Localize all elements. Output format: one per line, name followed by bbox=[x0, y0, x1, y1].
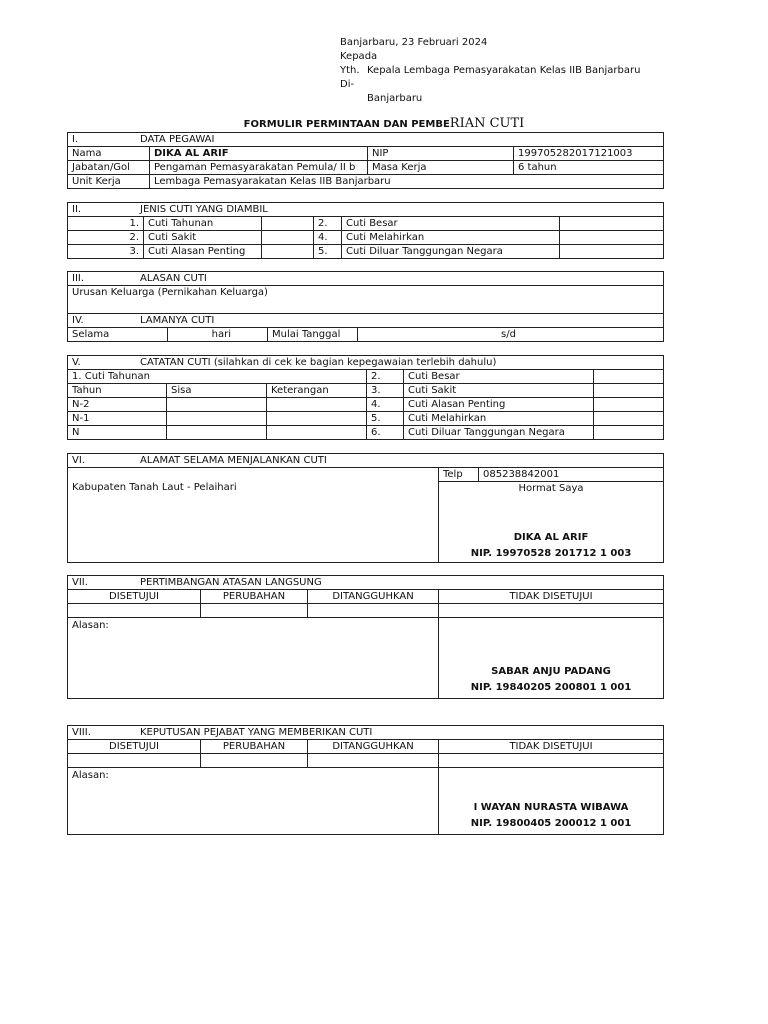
decision-cell[interactable] bbox=[439, 754, 664, 768]
keterangan-cell[interactable] bbox=[267, 398, 367, 412]
signature-block bbox=[439, 768, 664, 835]
cuti-tahunan-label: 1. Cuti Tahunan bbox=[68, 370, 367, 384]
item-number: 5. bbox=[367, 412, 404, 426]
row-year: N bbox=[68, 426, 167, 440]
signer-name: SABAR ANJU PADANG bbox=[491, 666, 611, 677]
city: Banjarbaru bbox=[367, 93, 423, 104]
decision-cell[interactable] bbox=[439, 604, 664, 618]
alasan-field[interactable]: Alasan: bbox=[68, 618, 439, 699]
nama-label: Nama bbox=[68, 147, 150, 161]
sd-label: s/d bbox=[358, 328, 664, 342]
col-tidak-disetujui: TIDAK DISETUJUI bbox=[439, 740, 664, 754]
signer-name: DIKA AL ARIF bbox=[513, 532, 589, 543]
item-number: 5. bbox=[314, 245, 342, 259]
signer-nip: NIP. 19970528 201712 1 003 bbox=[470, 548, 632, 559]
col-tidak-disetujui: TIDAK DISETUJUI bbox=[439, 590, 664, 604]
section-data-pegawai bbox=[67, 132, 664, 189]
item-number: 2. bbox=[68, 231, 144, 245]
section-heading: I. DATA PEGAWAI bbox=[68, 133, 664, 147]
note-cell[interactable] bbox=[594, 412, 664, 426]
telp-value: 085238842001 bbox=[479, 468, 664, 482]
col-sisa: Sisa bbox=[167, 384, 267, 398]
section-heading: II. JENIS CUTI YANG DIAMBIL bbox=[68, 203, 664, 217]
item-number: 3. bbox=[367, 384, 404, 398]
signature-block bbox=[439, 618, 664, 699]
item-number: 4. bbox=[314, 231, 342, 245]
checkbox-cell[interactable] bbox=[560, 245, 664, 259]
section-jenis-cuti bbox=[67, 202, 664, 259]
kepada: Kepada bbox=[340, 51, 378, 62]
section-heading-lamanya: IV. LAMANYA CUTI bbox=[68, 314, 664, 328]
checkbox-cell[interactable] bbox=[560, 217, 664, 231]
checkbox-cell[interactable] bbox=[262, 245, 314, 259]
yth-label: Yth. bbox=[340, 65, 360, 76]
item-number: 3. bbox=[68, 245, 144, 259]
col-tahun: Tahun bbox=[68, 384, 167, 398]
decision-cell[interactable] bbox=[308, 754, 439, 768]
note-cuti-sakit: Cuti Sakit bbox=[404, 384, 594, 398]
hari-label: hari bbox=[168, 328, 268, 342]
section-keputusan-pejabat bbox=[67, 725, 664, 835]
col-disetujui: DISETUJUI bbox=[68, 590, 201, 604]
leave-type-besar: Cuti Besar bbox=[342, 217, 560, 231]
section-alasan-lamanya bbox=[67, 271, 664, 342]
selama-label: Selama bbox=[68, 328, 168, 342]
section-pertimbangan-atasan bbox=[67, 575, 664, 699]
section-heading: VIII. KEPUTUSAN PEJABAT YANG MEMBERIKAN CUTI bbox=[68, 726, 664, 740]
note-cell[interactable] bbox=[594, 370, 664, 384]
form-title bbox=[0, 116, 768, 131]
di-label: Di- bbox=[340, 79, 355, 90]
decision-cell[interactable] bbox=[201, 604, 308, 618]
leave-type-sakit: Cuti Sakit bbox=[144, 231, 262, 245]
checkbox-cell[interactable] bbox=[262, 217, 314, 231]
signature-block bbox=[439, 482, 664, 563]
note-cuti-melahirkan: Cuti Melahirkan bbox=[404, 412, 594, 426]
col-ditangguhkan: DITANGGUHKAN bbox=[308, 740, 439, 754]
col-keterangan: Keterangan bbox=[267, 384, 367, 398]
leave-type-diluar-tanggungan: Cuti Diluar Tanggungan Negara bbox=[342, 245, 560, 259]
yth-text: Kepala Lembaga Pemasyarakatan Kelas IIB Banjarbaru bbox=[367, 65, 641, 76]
note-cuti-alasan-penting: Cuti Alasan Penting bbox=[404, 398, 594, 412]
note-cell[interactable] bbox=[594, 398, 664, 412]
sisa-cell[interactable] bbox=[167, 398, 267, 412]
section-heading-alasan: III. ALASAN CUTI bbox=[68, 272, 664, 286]
item-number: 2. bbox=[314, 217, 342, 231]
section-heading: V. CATATAN CUTI (silahkan di cek ke bagian kepegawaian terlebih dahulu) bbox=[68, 356, 664, 370]
signer-name: I WAYAN NURASTA WIBAWA bbox=[473, 802, 629, 813]
nip-value: 199705282017121003 bbox=[514, 147, 664, 161]
unit-kerja-label: Unit Kerja bbox=[68, 175, 150, 189]
row-year: N-1 bbox=[68, 412, 167, 426]
letter-header bbox=[340, 36, 640, 106]
col-disetujui: DISETUJUI bbox=[68, 740, 201, 754]
place-date: Banjarbaru, 23 Februari 2024 bbox=[340, 37, 488, 48]
title-part2: RIAN CUTI bbox=[449, 116, 525, 131]
mulai-tanggal-label: Mulai Tanggal bbox=[268, 328, 358, 342]
masa-kerja-value: 6 tahun bbox=[514, 161, 664, 175]
col-perubahan: PERUBAHAN bbox=[201, 740, 308, 754]
item-number: 2. bbox=[367, 370, 404, 384]
hormat-saya: Hormat Saya bbox=[518, 483, 584, 494]
unit-kerja-value: Lembaga Pemasyarakatan Kelas IIB Banjarbaru bbox=[150, 175, 664, 189]
section-heading: VI. ALAMAT SELAMA MENJALANKAN CUTI bbox=[68, 454, 664, 468]
decision-cell[interactable] bbox=[68, 754, 201, 768]
checkbox-cell[interactable] bbox=[560, 231, 664, 245]
telp-label: Telp bbox=[439, 468, 479, 482]
col-perubahan: PERUBAHAN bbox=[201, 590, 308, 604]
decision-cell[interactable] bbox=[68, 604, 201, 618]
section-alamat bbox=[67, 453, 664, 563]
note-cell[interactable] bbox=[594, 426, 664, 440]
jabatan-value: Pengaman Pemasyarakatan Pemula/ II b bbox=[150, 161, 368, 175]
keterangan-cell[interactable] bbox=[267, 412, 367, 426]
decision-cell[interactable] bbox=[201, 754, 308, 768]
decision-cell[interactable] bbox=[308, 604, 439, 618]
nip-label: NIP bbox=[368, 147, 514, 161]
sisa-cell[interactable] bbox=[167, 412, 267, 426]
jabatan-label: Jabatan/Gol bbox=[68, 161, 150, 175]
signer-nip: NIP. 19840205 200801 1 001 bbox=[470, 682, 632, 693]
section-heading: VII. PERTIMBANGAN ATASAN LANGSUNG bbox=[68, 576, 664, 590]
col-ditangguhkan: DITANGGUHKAN bbox=[308, 590, 439, 604]
note-cell[interactable] bbox=[594, 384, 664, 398]
row-year: N-2 bbox=[68, 398, 167, 412]
sisa-cell[interactable] bbox=[167, 426, 267, 440]
note-cuti-diluar-tanggungan: Cuti Diluar Tanggungan Negara bbox=[404, 426, 594, 440]
section-catatan-cuti bbox=[67, 355, 664, 440]
checkbox-cell[interactable] bbox=[262, 231, 314, 245]
addressee bbox=[340, 64, 640, 78]
item-number: 1. bbox=[68, 217, 144, 231]
alasan-cuti-text[interactable]: Urusan Keluarga (Pernikahan Keluarga) bbox=[68, 286, 664, 314]
masa-kerja-label: Masa Kerja bbox=[368, 161, 514, 175]
item-number: 6. bbox=[367, 426, 404, 440]
leave-type-tahunan: Cuti Tahunan bbox=[144, 217, 262, 231]
nama-value: DIKA AL ARIF bbox=[150, 147, 368, 161]
title-part1: FORMULIR PERMINTAAN DAN PEMBE bbox=[243, 119, 450, 130]
address-text[interactable]: Kabupaten Tanah Laut - Pelaihari bbox=[68, 468, 439, 563]
alasan-field[interactable]: Alasan: bbox=[68, 768, 439, 835]
item-number: 4. bbox=[367, 398, 404, 412]
leave-type-melahirkan: Cuti Melahirkan bbox=[342, 231, 560, 245]
signer-nip: NIP. 19800405 200012 1 001 bbox=[470, 818, 632, 829]
note-cuti-besar: Cuti Besar bbox=[404, 370, 594, 384]
keterangan-cell[interactable] bbox=[267, 426, 367, 440]
leave-type-alasan-penting: Cuti Alasan Penting bbox=[144, 245, 262, 259]
